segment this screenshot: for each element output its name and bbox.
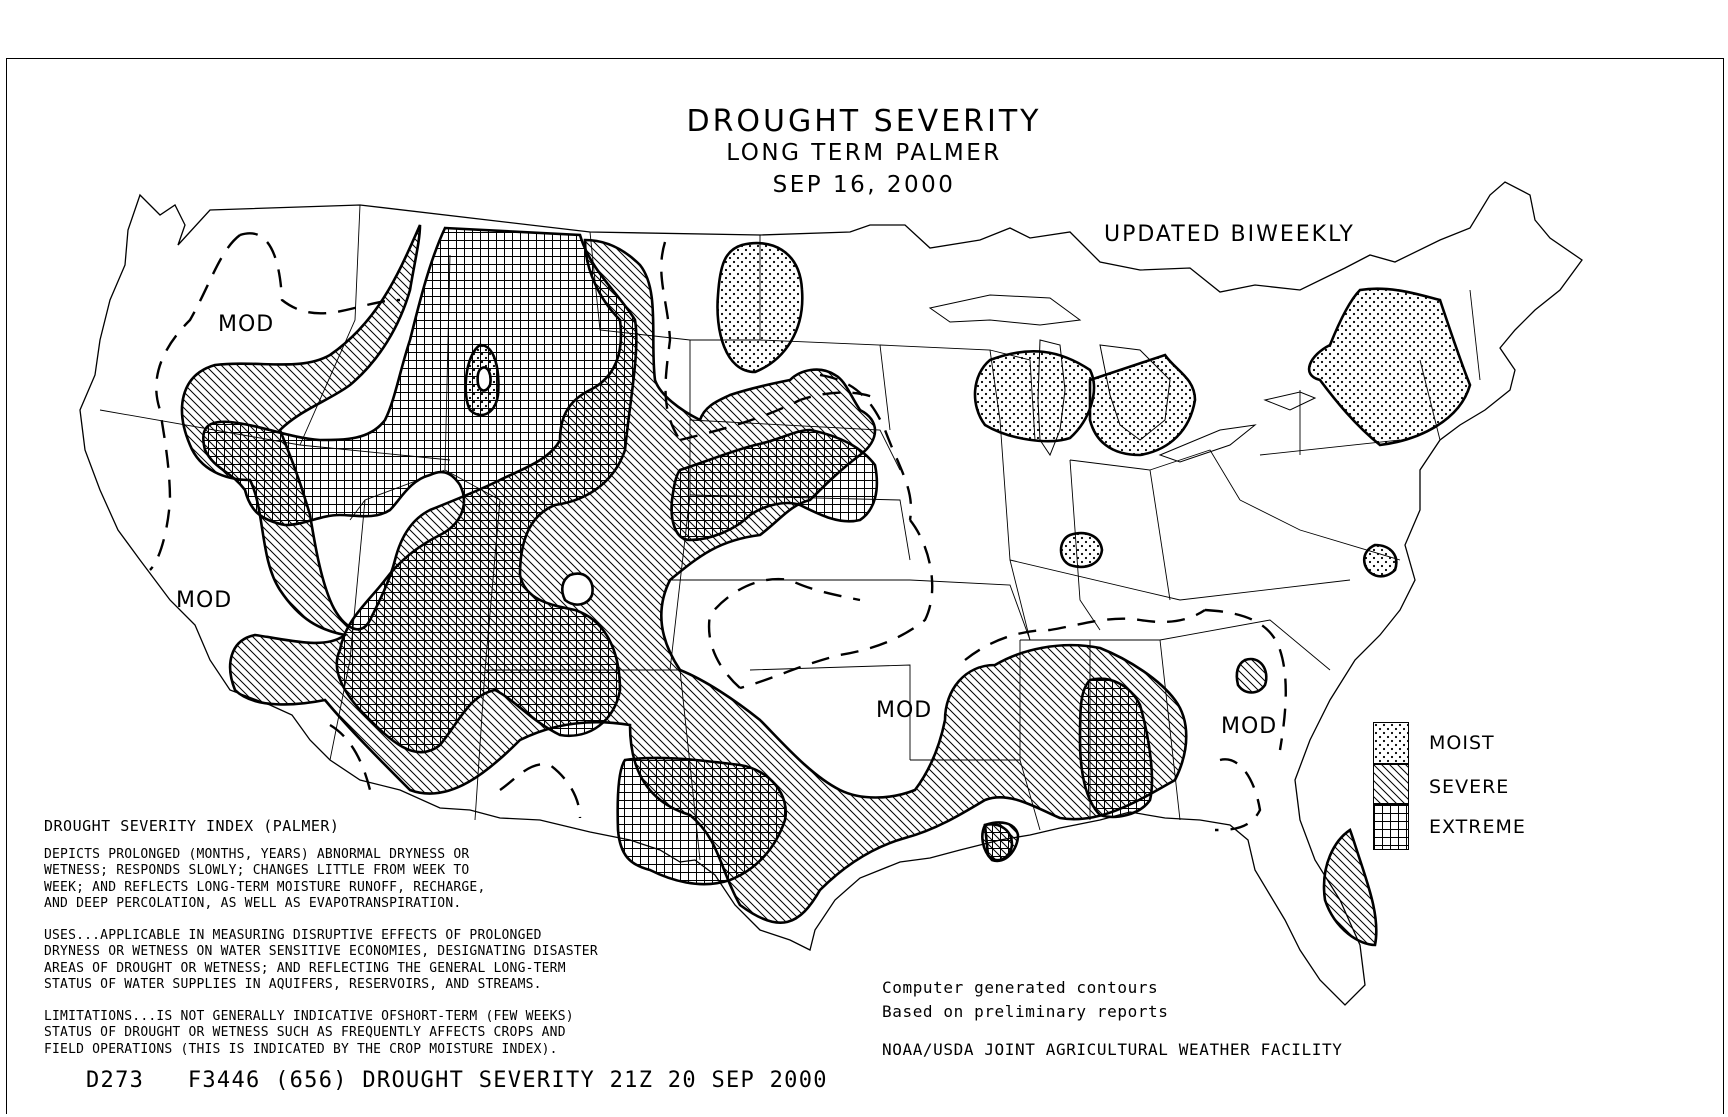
description-line: FIELD OPERATIONS (THIS IS INDICATED BY THE CROP MOISTURE INDEX). [44, 1041, 558, 1057]
lake-ontario [1265, 392, 1315, 410]
description-paragraph [44, 1009, 684, 1059]
description-line: AREAS OF DROUGHT OR WETNESS; AND REFLECTING THE GENERAL LONG-TERM [44, 960, 566, 976]
legend-swatch-severe [1373, 764, 1409, 804]
description-line: STATUS OF WATER SUPPLIES IN AQUIFERS, RESERVOIRS, AND STREAMS. [44, 977, 542, 992]
map-subtitle: LONG TERM PALMER [726, 140, 1002, 166]
region-label-mod: MOD [176, 588, 233, 613]
description-line: DRYNESS OR WETNESS ON WATER SENSITIVE ECONOMIES, DESIGNATING DISASTER [44, 944, 598, 959]
description-line: DEPICTS PROLONGED (MONTHS, YEARS) ABNORMAL DRYNESS OR [44, 846, 470, 862]
legend-swatch-extreme [1373, 804, 1409, 850]
credit-line: NOAA/USDA JOINT AGRICULTURAL WEATHER FACILITY [882, 1040, 1343, 1059]
description-line: AND DEEP PERCOLATION, AS WELL AS EVAPOTRANSPIRATION. [44, 896, 462, 911]
description-line: STATUS OF DROUGHT OR WETNESS SUCH AS FREQUENTLY AFFECTS CROPS AND [44, 1025, 566, 1040]
index-description [44, 818, 684, 1073]
product-footer: D273 F3446 (656) DROUGHT SEVERITY 21Z 20 SEP 2000 [86, 1068, 828, 1093]
lake-superior [930, 295, 1080, 325]
credit-line: Computer generated contours [882, 978, 1159, 997]
region-label-mod: MOD [876, 698, 933, 723]
legend-label-severe: SEVERE [1429, 776, 1510, 798]
update-note: UPDATED BIWEEKLY [1104, 222, 1355, 247]
description-line: WEEK; AND REFLECTS LONG-TERM MOISTURE RUNOFF, RECHARGE, [44, 879, 486, 895]
description-paragraph [44, 847, 684, 913]
credits [882, 976, 1342, 1062]
description-line: USES...APPLICABLE IN MEASURING DISRUPTIVE EFFECTS OF PROLONGED [44, 927, 542, 943]
region-label-mod: MOD [218, 312, 275, 337]
description-paragraph [44, 928, 684, 994]
credit-line: Based on preliminary reports [882, 1002, 1169, 1021]
description-line: LIMITATIONS...IS NOT GENERALLY INDICATIVE OFSHORT-TERM (FEW WEEKS) [44, 1008, 574, 1024]
region-label-mod: MOD [1221, 714, 1278, 739]
description-line: WETNESS; RESPONDS SLOWLY; CHANGES LITTLE FROM WEEK TO [44, 863, 470, 878]
legend-swatch-moist [1373, 722, 1409, 764]
legend-label-extreme: EXTREME [1429, 816, 1526, 838]
description-heading: DROUGHT SEVERITY INDEX (PALMER) [44, 817, 340, 835]
map-date: SEP 16, 2000 [772, 172, 956, 198]
legend-label-moist: MOIST [1429, 732, 1495, 754]
map-title: DROUGHT SEVERITY [686, 104, 1042, 139]
